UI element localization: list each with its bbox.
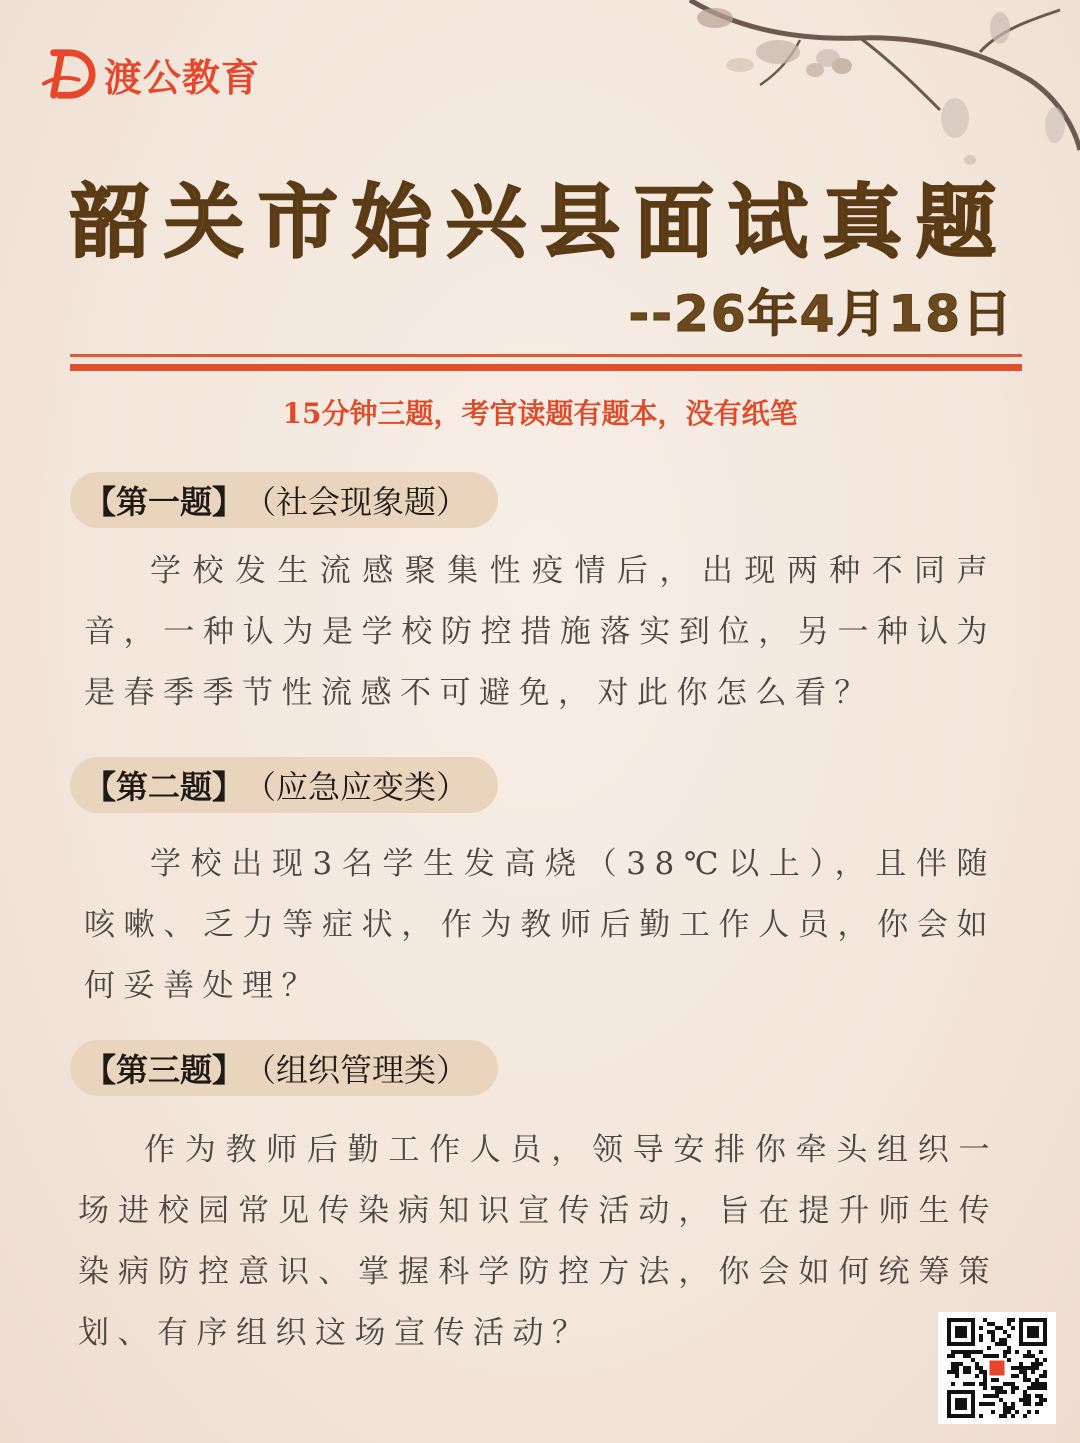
brand-d-logo-icon xyxy=(40,45,98,103)
question-3-tag xyxy=(70,1040,498,1096)
branch-decoration xyxy=(560,0,1080,200)
divider-thin xyxy=(70,354,1022,357)
brand-name: 渡公教育 xyxy=(104,55,261,100)
question-3-text: 作为教师后勤工作人员，领导安排你牵头组织一场进校园常见传染病知识宣传活动，旨在提升师生传染病防控意识、掌握科学防控方法，你会如何统筹策划、有序组织这场宣传活动？ xyxy=(78,1132,998,1351)
divider-thick xyxy=(70,364,1022,371)
question-2-text: 学校出现3名学生发高烧（38℃以上），且伴随咳嗽、乏力等症状，作为教师后勤工作人员，你会如何妥善处理？ xyxy=(84,846,996,1004)
question-3-category: （组织管理类） xyxy=(244,1051,469,1089)
question-1-category: （社会现象题） xyxy=(244,483,469,521)
qr-code-icon xyxy=(944,1318,1050,1418)
question-2-number: 【第二题】 xyxy=(84,768,245,806)
exam-format-note: 15分钟三题，考官读题有题本，没有纸笔 xyxy=(282,397,798,430)
question-2-category: （应急应变类） xyxy=(244,768,469,806)
brand-logo xyxy=(40,44,260,104)
question-3-number: 【第三题】 xyxy=(84,1051,245,1089)
exam-date: --26年4月18日 xyxy=(628,285,1014,343)
question-1-tag xyxy=(70,472,498,528)
question-1-number: 【第一题】 xyxy=(84,483,245,521)
question-1-text: 学校发生流感聚集性疫情后，出现两种不同声音，一种认为是学校防控措施落实到位，另一种认为是春季季节性流感不可避免，对此你怎么看？ xyxy=(84,553,996,711)
question-2-tag xyxy=(70,757,498,813)
page-title: 韶关市始兴县面试真题 xyxy=(70,175,1010,269)
qr-code[interactable] xyxy=(938,1312,1056,1424)
